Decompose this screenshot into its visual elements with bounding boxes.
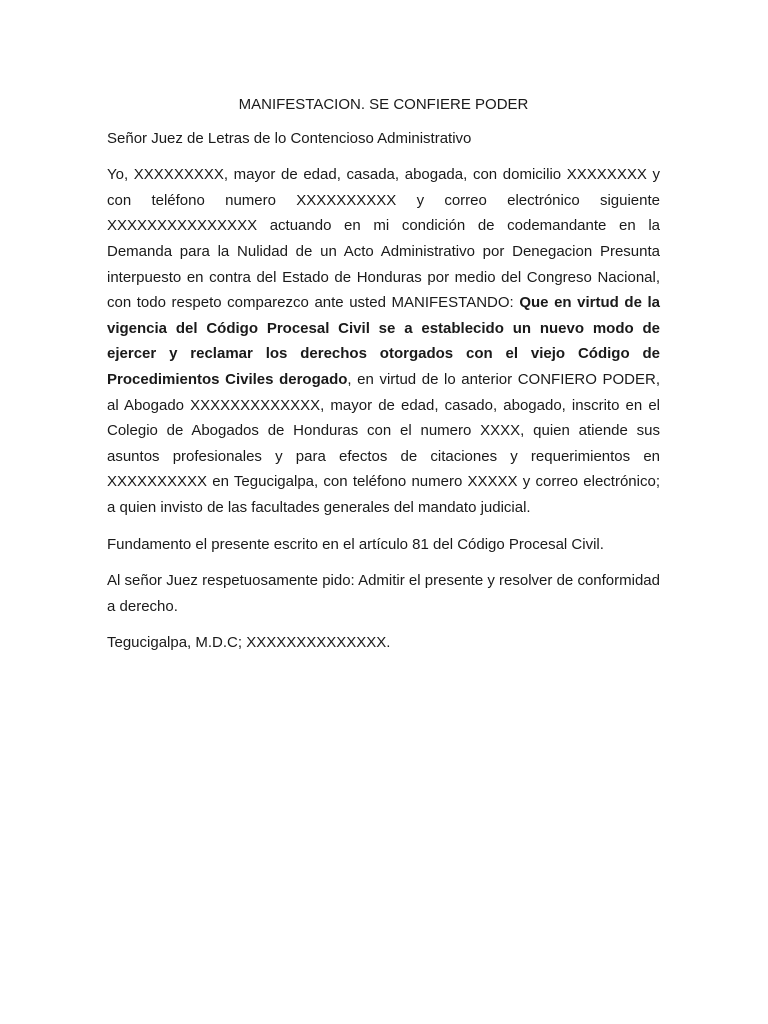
closing-line: Tegucigalpa, M.D.C; XXXXXXXXXXXXXX. bbox=[107, 634, 391, 652]
addressee-line: Señor Juez de Letras de lo Contencioso Administrativo bbox=[107, 129, 472, 147]
main-paragraph-continuation: , en virtud de lo anterior CONFIERO PODER, al Abogado XXXXXXXXXXXXX, mayor de edad, casado, abogado, inscrito en el Colegio de Abogados de Honduras con el numero XXXX, quien atiende sus asuntos profesionales y para efectos de citaciones y requerimientos en XXXXXXXXXX en Tegucigalpa, con teléfono numero XXXXX y correo electrónico; a quien invisto de las facultades generales del mandato judicial. bbox=[107, 370, 660, 516]
main-paragraph bbox=[107, 162, 660, 520]
document-content bbox=[107, 92, 660, 667]
document-title: MANIFESTACION. SE CONFIERE PODER bbox=[238, 96, 529, 113]
main-paragraph-intro: Yo, XXXXXXXXX, mayor de edad, casada, abogada, con domicilio XXXXXXXX y con teléfono numero XXXXXXXXXX y correo electrónico siguiente XXXXXXXXXXXXXXX actuando en mi condición de codemandante en la Demanda para la Nulidad de un Acto Administrativo por Denegacion Presunta interpuesto en contra del Estado de Honduras por medio del Congreso Nacional, con todo respeto comparezco ante usted MANIFESTANDO: bbox=[107, 166, 660, 312]
main-paragraph-bold-statement: Que en virtud de la vigencia del Código Procesal Civil se a establecido un nuevo modo de ejercer y reclamar los derechos otorgados con el viejo Código de Procedimientos Civiles derogado bbox=[107, 294, 661, 388]
request-paragraph: Al señor Juez respetuosamente pido: Admitir el presente y resolver de conformidad a derecho. bbox=[107, 572, 660, 615]
foundation-paragraph: Fundamento el presente escrito en el artículo 81 del Código Procesal Civil. bbox=[107, 535, 604, 553]
